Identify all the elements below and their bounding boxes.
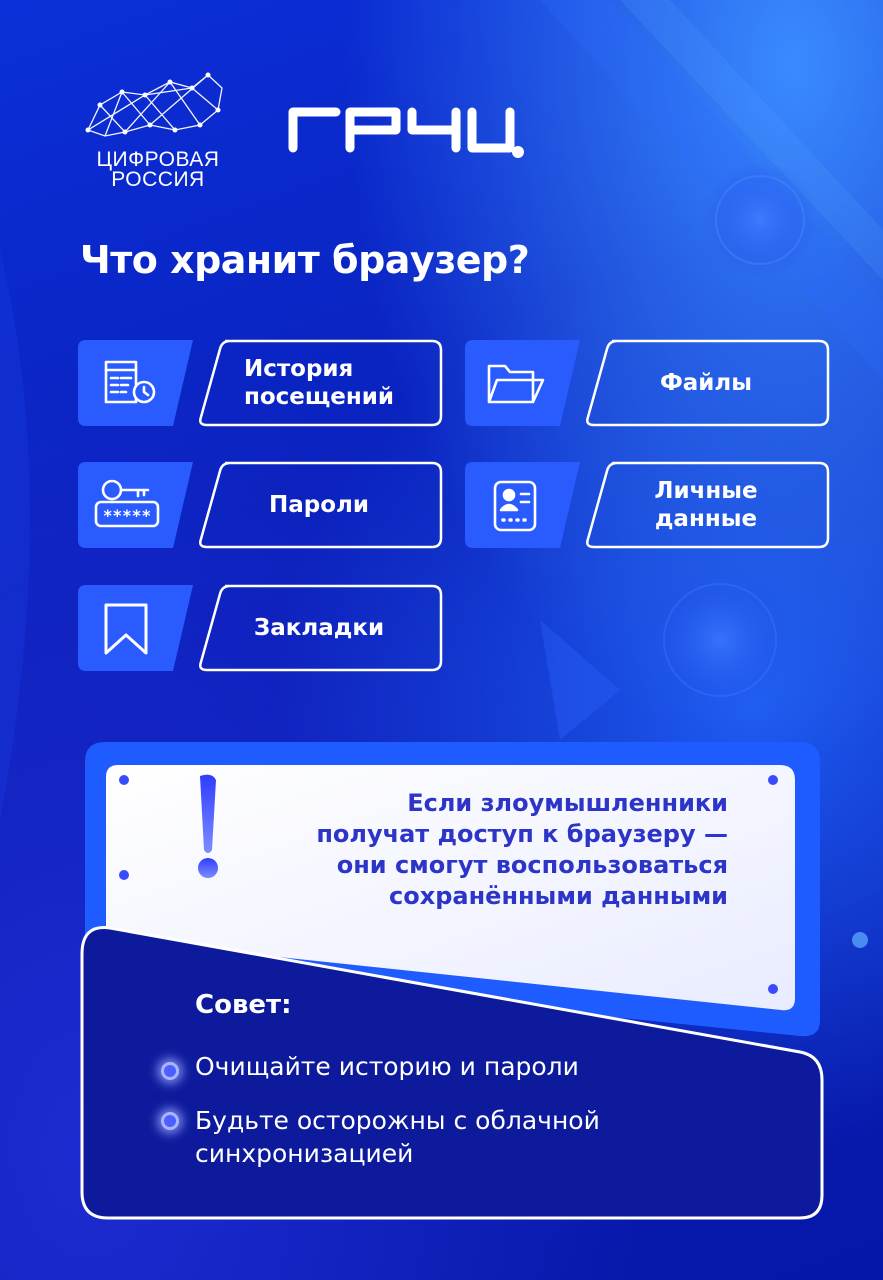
tip-2: Будьте осторожны с облачной синхронизацией bbox=[195, 1106, 600, 1168]
advice-title: Совет: bbox=[195, 990, 292, 1020]
files-text: Файлы bbox=[659, 370, 753, 396]
bookmarks-label bbox=[195, 584, 443, 672]
personal-data-label bbox=[582, 461, 830, 549]
history-label bbox=[195, 339, 443, 427]
tip-1: Очищайте историю и пароли bbox=[195, 1052, 579, 1081]
id-card-icon bbox=[485, 480, 545, 532]
personal-data-card-icon bbox=[465, 462, 580, 548]
key-password-icon bbox=[92, 476, 162, 532]
warning-text: Если злоумышленники получат доступ к браузеру — они смогут воспользоваться сохранёнными данными bbox=[316, 789, 728, 910]
bookmark-icon bbox=[98, 603, 158, 655]
tip-bullet-1 bbox=[161, 1062, 179, 1080]
files-card-icon bbox=[465, 340, 580, 426]
history-card-icon bbox=[78, 340, 193, 426]
files-label bbox=[582, 339, 830, 427]
personal-data-text: Личные данные bbox=[654, 478, 758, 532]
folder-icon bbox=[485, 358, 545, 410]
grchc-logo bbox=[288, 100, 528, 162]
bookmarks-text: Закладки bbox=[253, 615, 385, 641]
svg-text:*****: ***** bbox=[102, 506, 152, 525]
passwords-text: Пароли bbox=[269, 492, 369, 518]
passwords-label bbox=[195, 461, 443, 549]
exclamation-icon bbox=[190, 772, 230, 882]
history-icon bbox=[98, 358, 158, 410]
passwords-card-icon bbox=[78, 462, 193, 548]
tip-bullet-2 bbox=[161, 1112, 179, 1130]
cifrovaya-rossiya-logo bbox=[80, 70, 230, 150]
history-text: История посещений bbox=[243, 356, 395, 410]
bookmarks-card-icon bbox=[78, 585, 193, 671]
cifrovaya-rossiya-wordmark: ЦИФРОВАЯ РОССИЯ bbox=[96, 148, 220, 191]
page-title: Что хранит браузер? bbox=[80, 238, 530, 282]
